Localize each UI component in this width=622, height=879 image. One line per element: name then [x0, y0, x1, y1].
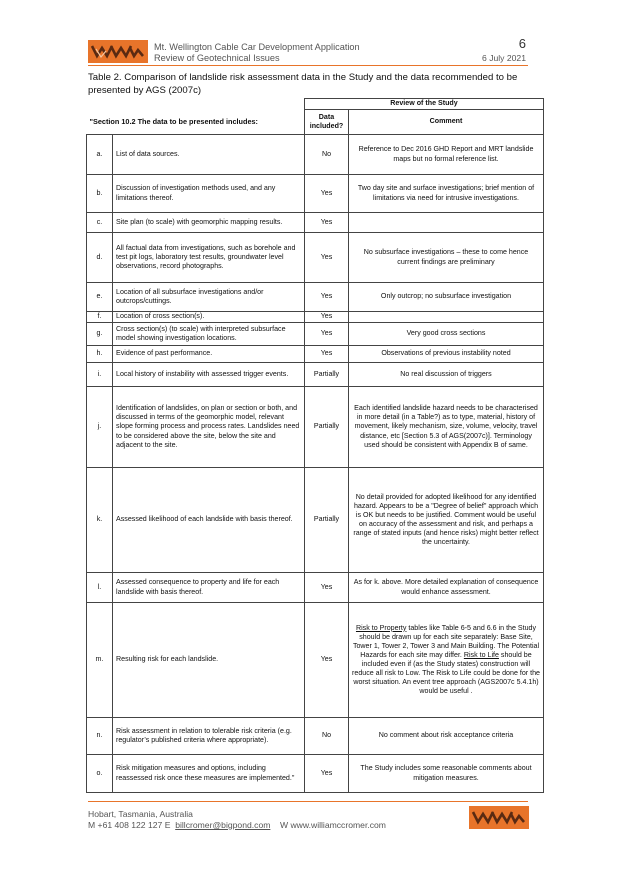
- row-included: Yes: [305, 213, 349, 233]
- table-row: [87, 135, 544, 175]
- table-row: [87, 718, 544, 755]
- row-included: Partially: [305, 468, 349, 573]
- row-id: l.: [87, 573, 113, 603]
- row-included: Yes: [305, 573, 349, 603]
- comment-text: tables like Table 6-5 and 6.6 in the Study should be drawn up for each site separately: Base Site, Tower 1, Tower 2, Tower 3 and Main Building. The Potential Hazards for each site may differ.: [352, 623, 540, 659]
- footer: [88, 809, 386, 831]
- row-included: Yes: [305, 755, 349, 793]
- row-comment: As for k. above. More detailed explanation of consequence would enhance assessment.: [349, 573, 544, 603]
- table-row: [87, 573, 544, 603]
- row-id: k.: [87, 468, 113, 573]
- row-item: Assessed likelihood of each landslide with basis thereof.: [113, 468, 305, 573]
- risk-to-property-text: Risk to Property: [355, 623, 407, 632]
- row-item: Discussion of investigation methods used, and any limitations thereof.: [113, 175, 305, 213]
- table-row: [87, 603, 544, 718]
- table-row: [87, 468, 544, 573]
- row-id: b.: [87, 175, 113, 213]
- page-number: 6: [518, 36, 526, 51]
- row-item: Identification of landslides, on plan or section or both, and discussed in terms of the geomorphic model, relevant slope forming process and process rates. Landslides need to be considered above the site, below the site and adjacent to the site.: [113, 387, 305, 468]
- row-id: n.: [87, 718, 113, 755]
- row-id: d.: [87, 233, 113, 283]
- header-title-line2: Review of Geotechnical Issues: [154, 53, 280, 63]
- row-id: f.: [87, 312, 113, 323]
- row-id: j.: [87, 387, 113, 468]
- row-comment: Very good cross sections: [349, 323, 544, 346]
- row-comment: No comment about risk acceptance criteria: [349, 718, 544, 755]
- row-included: Partially: [305, 363, 349, 387]
- footer-phone: M +61 408 122 127 E: [88, 820, 171, 830]
- row-comment: [349, 603, 544, 718]
- header-divider: [88, 65, 528, 66]
- row-id: c.: [87, 213, 113, 233]
- col-header-section: "Section 10.2 The data to be presented includes:: [87, 110, 305, 135]
- group-header: Review of the Study: [305, 99, 544, 110]
- row-included: Yes: [305, 346, 349, 363]
- row-included: Yes: [305, 283, 349, 312]
- row-comment: Only outcrop; no subsurface investigation: [349, 283, 544, 312]
- header-date: 6 July 2021: [482, 53, 526, 63]
- comment-text: should be included even if (as the Study states) construction will reduce all risk to Low. The Risk to Life could be done for the worst situation. An event tree approach (AGS2007c 5.4.1h) would be useful .: [352, 650, 540, 696]
- row-item: Local history of instability with assessed trigger events.: [113, 363, 305, 387]
- table-row: [87, 363, 544, 387]
- table-row: [87, 387, 544, 468]
- col-header-comment: Comment: [349, 110, 544, 135]
- row-id: e.: [87, 283, 113, 312]
- header-title-line1: Mt. Wellington Cable Car Development Application: [154, 42, 360, 52]
- row-included: No: [305, 135, 349, 175]
- col-header-included: Data included?: [305, 110, 349, 135]
- footer-logo: [469, 806, 529, 829]
- row-comment: Two day site and surface investigations; brief mention of limitations via need for intrusive investigations.: [349, 175, 544, 213]
- row-id: o.: [87, 755, 113, 793]
- row-comment: Observations of previous instability noted: [349, 346, 544, 363]
- row-item: Assessed consequence to property and life for each landslide with basis thereof.: [113, 573, 305, 603]
- row-item: Cross section(s) (to scale) with interpreted subsurface model showing investigation locations.: [113, 323, 305, 346]
- row-item: Resulting risk for each landslide.: [113, 603, 305, 718]
- table-row: [87, 213, 544, 233]
- row-included: Yes: [305, 175, 349, 213]
- table-row: [87, 346, 544, 363]
- email-link[interactable]: billcromer@bigpond.com: [175, 820, 271, 830]
- footer-address: Hobart, Tasmania, Australia: [88, 809, 193, 819]
- row-comment: No real discussion of triggers: [349, 363, 544, 387]
- row-comment: No subsurface investigations – these to come hence current findings are preliminary: [349, 233, 544, 283]
- row-id: g.: [87, 323, 113, 346]
- row-included: Yes: [305, 312, 349, 323]
- footer-divider: [88, 801, 528, 802]
- row-id: a.: [87, 135, 113, 175]
- row-comment: [349, 213, 544, 233]
- row-comment: [349, 312, 544, 323]
- row-included: Yes: [305, 603, 349, 718]
- company-logo: [88, 40, 148, 63]
- web-link[interactable]: W www.williamccromer.com: [279, 820, 386, 830]
- row-comment: Reference to Dec 2016 GHD Report and MRT landslide maps but no formal reference list.: [349, 135, 544, 175]
- table-row: [87, 323, 544, 346]
- table-caption: Table 2. Comparison of landslide risk assessment data in the Study and the data recommended to be presented by AGS (2007c): [88, 72, 518, 96]
- row-id: i.: [87, 363, 113, 387]
- table-row: [87, 175, 544, 213]
- row-item: List of data sources.: [113, 135, 305, 175]
- table-row: [87, 233, 544, 283]
- row-comment: Each identified landslide hazard needs to be characterised in more detail (in a Table?) as to type, material, history of movement, likely mechanism, size, volume, velocity, travel distance, etc [Section 5.3 of AGS(2007c)]. Terminology used should be consistent with Appendix B of same.: [349, 387, 544, 468]
- row-item: All factual data from investigations, such as borehole and test pit logs, laboratory test results, groundwater level observations, record photographs.: [113, 233, 305, 283]
- row-included: No: [305, 718, 349, 755]
- header-title: [154, 42, 360, 64]
- row-item: Evidence of past performance.: [113, 346, 305, 363]
- row-item: Risk assessment in relation to tolerable risk criteria (e.g. regulator’s published criteria where appropriate).: [113, 718, 305, 755]
- row-id: m.: [87, 603, 113, 718]
- row-id: h.: [87, 346, 113, 363]
- row-item: Site plan (to scale) with geomorphic mapping results.: [113, 213, 305, 233]
- row-comment: The Study includes some reasonable comments about mitigation measures.: [349, 755, 544, 793]
- row-included: Yes: [305, 323, 349, 346]
- row-item: Location of cross section(s).: [113, 312, 305, 323]
- footer-contact: [88, 820, 386, 831]
- table-row: [87, 283, 544, 312]
- table-row: [87, 755, 544, 793]
- risk-to-life-text: Risk to Life: [463, 650, 499, 659]
- table-row: [87, 312, 544, 323]
- row-comment: No detail provided for adopted likelihood for any identified hazard. Appears to be a "Degree of belief" approach which is OK but needs to be justified. Comment would be useful on accuracy of the assessment and risk, and perhaps a range of stated inputs (and hence risks) might better reflect the uncertainty.: [349, 468, 544, 573]
- row-item: Location of all subsurface investigations and/or outcrops/cuttings.: [113, 283, 305, 312]
- row-included: Partially: [305, 387, 349, 468]
- row-included: Yes: [305, 233, 349, 283]
- row-item: Risk mitigation measures and options, including reassessed risk once these measures are implemented.": [113, 755, 305, 793]
- comparison-table: [86, 98, 544, 793]
